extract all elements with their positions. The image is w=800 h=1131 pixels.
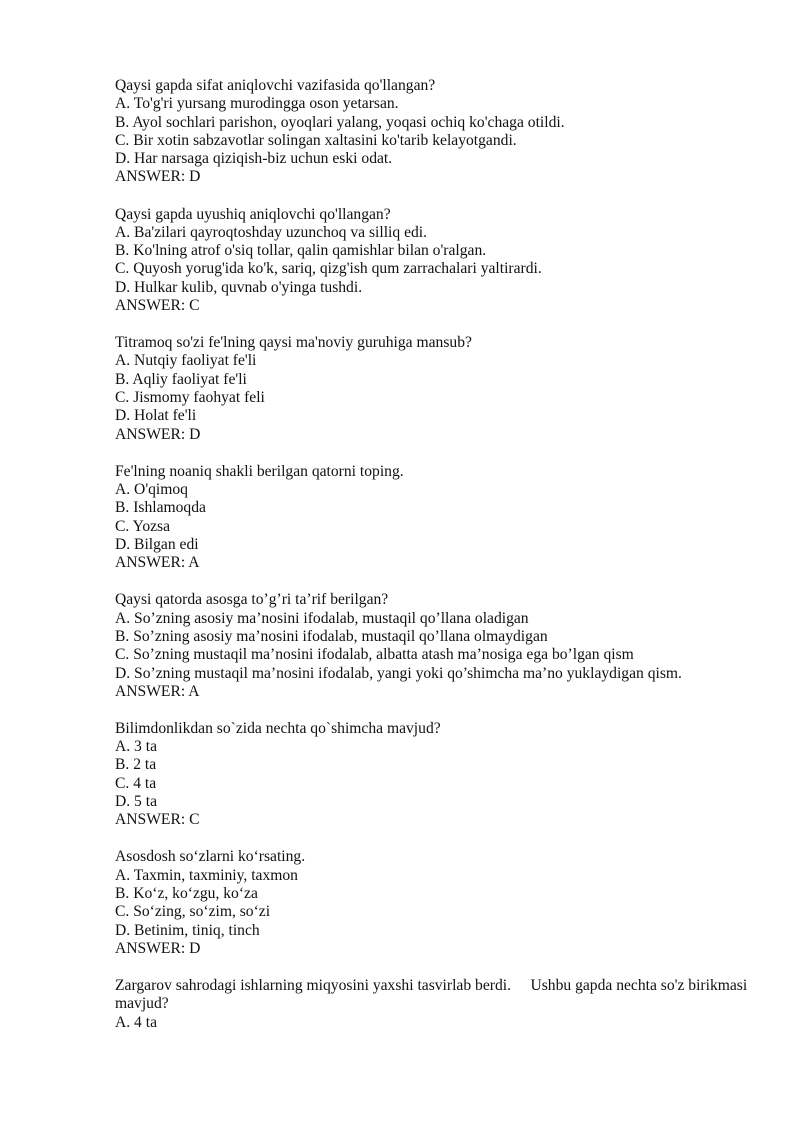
answer-option: A. So’zning asosiy ma’nosini ifodalab, mustaqil qo’llana oladigan <box>115 609 529 627</box>
answer-key: ANSWER: A <box>115 682 200 700</box>
answer-option: B. 2 ta <box>115 756 157 774</box>
question-text: Zargarov sahrodagi ishlarning miqyosini yaxshi tasvirlab berdi. Ushbu gapda nechta so'z birikmasi mavjud? <box>115 977 752 1013</box>
answer-key: ANSWER: D <box>115 939 201 957</box>
answer-key: ANSWER: C <box>115 297 200 315</box>
question-block <box>115 977 755 1032</box>
answer-option: B. Aqliy faoliyat fe'li <box>115 370 247 388</box>
answer-option: C. Yozsa <box>115 517 171 535</box>
answer-option: D. Bilgan edi <box>115 535 199 553</box>
answer-key: ANSWER: C <box>115 811 200 829</box>
question-text: Qaysi gapda uyushiq aniqlovchi qo'llangan? <box>115 205 391 223</box>
question-text: Asosdosh so‘zlarni ko‘rsating. <box>115 848 306 866</box>
answer-option: A. To'g'ri yursang murodingga oson yetarsan. <box>115 95 399 113</box>
answer-option: B. So’zning asosiy ma’nosini ifodalab, mustaqil qo’llana olmaydigan <box>115 627 548 645</box>
question-block <box>115 848 755 958</box>
answer-option: D. Har narsaga qiziqish-biz uchun eski odat. <box>115 150 393 168</box>
answer-option: C. So‘zing, so‘zim, so‘zi <box>115 903 271 921</box>
question-text: Qaysi gapda sifat aniqlovchi vazifasida qo'llangan? <box>115 77 436 94</box>
answer-option: A. Ba'zilari qayroqtoshday uzunchoq va silliq edi. <box>115 223 428 241</box>
question-text: Titramoq so'zi fe'lning qaysi ma'noviy guruhiga mansub? <box>115 334 472 352</box>
question-list <box>115 77 755 1051</box>
question-block <box>115 77 755 187</box>
question-text: Qaysi qatorda asosga to’g’ri ta’rif berilgan? <box>115 591 389 609</box>
answer-option: A. Taxmin, taxminiy, taxmon <box>115 866 298 884</box>
answer-option: B. Ayol sochlari parishon, oyoqlari yalang, yoqasi ochiq ko'chaga otildi. <box>115 113 565 131</box>
answer-option: D. 5 ta <box>115 793 158 811</box>
answer-option: C. Quyosh yorug'ida ko'k, sariq, qizg'ish qum zarrachalari yaltirardi. <box>115 260 542 278</box>
answer-option: A. O'qimoq <box>115 481 188 499</box>
question-block <box>115 334 755 444</box>
question-block <box>115 591 755 701</box>
answer-option: A. 3 ta <box>115 738 158 756</box>
answer-option: C. So’zning mustaqil ma’nosini ifodalab, albatta atash ma’nosiga ega bo’lgan qism <box>115 646 634 664</box>
question-text: Fe'lning noaniq shakli berilgan qatorni toping. <box>115 462 404 480</box>
answer-key: ANSWER: D <box>115 425 201 443</box>
question-block <box>115 463 755 573</box>
answer-option: A. 4 ta <box>115 1013 158 1031</box>
answer-option: C. 4 ta <box>115 774 157 792</box>
answer-option: D. Holat fe'li <box>115 407 197 425</box>
answer-key: ANSWER: D <box>115 168 201 186</box>
answer-option: D. So’zning mustaqil ma’nosini ifodalab, yangi yoki qo’shimcha ma’no yuklaydigan qism. <box>115 664 682 682</box>
question-block <box>115 720 755 830</box>
answer-option: D. Hulkar kulib, quvnab o'yinga tushdi. <box>115 278 363 296</box>
answer-key: ANSWER: A <box>115 554 200 572</box>
answer-option: A. Nutqiy faoliyat fe'li <box>115 352 257 370</box>
answer-option: C. Bir xotin sabzavotlar solingan xaltasini ko'tarib kelayotgandi. <box>115 131 517 149</box>
question-block <box>115 206 755 316</box>
answer-option: B. Ko‘z, ko‘zgu, ko‘za <box>115 885 258 903</box>
answer-option: D. Betinim, tiniq, tinch <box>115 921 260 939</box>
answer-option: B. Ishlamoqda <box>115 499 206 517</box>
answer-option: C. Jismomy faohyat feli <box>115 389 265 407</box>
question-text: Bilimdonlikdan so`zida nechta qo`shimcha mavjud? <box>115 719 441 737</box>
answer-option: B. Ko'lning atrof o'siq tollar, qalin qamishlar bilan o'ralgan. <box>115 242 487 260</box>
